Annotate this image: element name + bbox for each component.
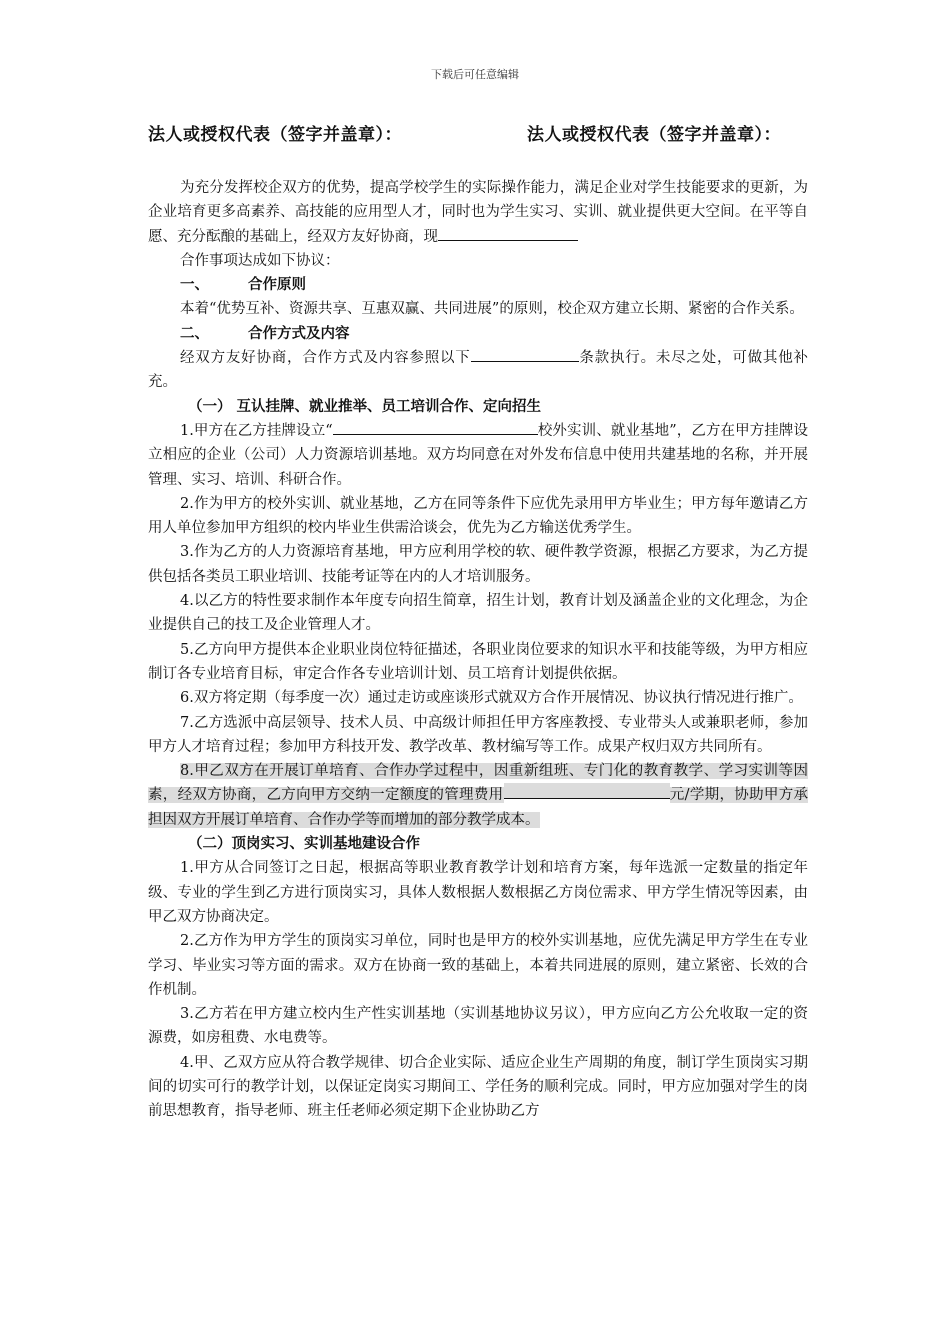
section-paragraph: 本着“优势互补、资源共享、互惠双赢、共同进展”的原则，校企双方建立长期、紧密的合作关系。	[180, 301, 804, 318]
blank-line	[333, 419, 538, 435]
intro-tail: 合作事项达成如下协议：	[180, 252, 340, 269]
subsection-heading: （一） 互认挂牌、就业推举、员工培训合作、定向招生	[188, 397, 542, 415]
clause: 2.乙方作为甲方学生的顶岗实习单位，同时也是甲方的校外实训基地，应优先满足甲方学生在专业学习、毕业实习等方面的需求。双方在协商一致的基础上，本着共同进展的原则，建立紧密、长效的合作机制。	[148, 933, 808, 998]
clause: 6.双方将定期（每季度一次）通过走访或座谈形式就双方合作开展情况、协议执行情况进行推广。	[180, 690, 803, 707]
header-note: 下载后可任意编辑	[431, 68, 519, 81]
blank-line	[504, 783, 670, 799]
text-segment: 1.甲方在乙方挂牌设立“	[180, 422, 333, 439]
text-segment: 校外实训、就业基地”，乙方在甲方挂牌设立相应的企业（公司）人力资源培训基地。双方均同意在对外发布信息中使用共建基地的名称，并开展管理、实习、培训、科研合作。	[148, 422, 808, 488]
text-segment: 经双方友好协商，合作方式及内容参照以下	[180, 350, 471, 367]
clause: 4.甲、乙双方应从符合教学规律、切合企业实际、适应企业生产周期的角度，制订学生顶岗实习期间的切实可行的教学计划，以保证定岗实习期间工、学任务的顺利完成。同时，甲方应加强对学生的岗前思想教育，指导老师、班主任老师必须定期下企业协助乙方	[148, 1054, 808, 1120]
agreement-body	[148, 176, 808, 1124]
section-title: 合作方式及内容	[248, 324, 350, 342]
subsection-heading: （二）顶岗实习、实训基地建设合作	[188, 835, 420, 853]
intro-paragraph	[148, 176, 808, 249]
text-segment: 条款执行。未尽之处，可做其他补充。	[148, 350, 809, 391]
clause: 4.以乙方的特性要求制作本年度专向招生简章，招生计划，教育计划及涵盖企业的文化理念，为企业提供自己的技工及企业管理人才。	[148, 593, 808, 634]
highlighted-text: 8.甲乙双方在开展订单培育、合作办学过程中，因重新组班、专门化的教育教学、学习实训等因素，经双方协商，乙方向甲方交纳一定额度的管理费用	[148, 763, 808, 804]
section-number: 一、	[180, 276, 209, 294]
clause-highlighted	[148, 759, 808, 832]
clause: 5.乙方向甲方提供本企业职业岗位特征描述，各职业岗位要求的知识水平和技能等级，为甲方相应制订各专业培育目标，审定合作各专业培训计划、员工培育计划提供依据。	[148, 641, 808, 682]
clause: 2.作为甲方的校外实训、就业基地，乙方在同等条件下应优先录用甲方毕业生；甲方每年邀请乙方用人单位参加甲方组织的校内毕业生供需洽谈会，优先为乙方输送优秀学生。	[148, 495, 808, 537]
section-heading	[148, 273, 808, 297]
section-title: 合作原则	[248, 276, 306, 294]
blank-line	[438, 225, 578, 241]
blank-line	[471, 346, 579, 362]
highlighted-text: 元/学期，协助甲方承担因双方开展订单培育、合作办学等而增加的部分教学成本。	[148, 787, 809, 828]
clause	[148, 419, 808, 492]
signature-label-left: 法人或授权代表（签字并盖章）：	[148, 125, 402, 145]
clause: 7.乙方选派中高层领导、技术人员、中高级计师担任甲方客座教授、专业带头人或兼职老师，参加甲方人才培育过程；参加甲方科技开发、教学改革、教材编写等工作。成果产权归双方共同所有。	[148, 714, 808, 755]
section-heading	[148, 322, 808, 346]
signature-label-right: 法人或授权代表（签字并盖章）：	[527, 125, 781, 145]
clause: 1.甲方从合同签订之日起，根据高等职业教育教学计划和培育方案，每年选派一定数量的指定年级、专业的学生到乙方进行顶岗实习，具体人数根据人数根据乙方岗位需求、甲方学生情况等因素，由甲乙双方协商决定。	[148, 860, 808, 925]
section-paragraph	[148, 346, 808, 395]
intro-text: 为充分发挥校企双方的优势，提高学校学生的实际操作能力，满足企业对学生技能要求的更新，为企业培育更多高素养、高技能的应用型人才，同时也为学生实习、实训、就业提供更大空间。在平等自愿、充分酝酿的基础上，经双方友好协商，现	[148, 180, 808, 245]
clause: 3.作为乙方的人力资源培育基地，甲方应利用学校的软、硬件教学资源，根据乙方要求，为乙方提供包括各类员工职业培训、技能考证等在内的人才培训服务。	[148, 544, 808, 585]
clause: 3.乙方若在甲方建立校内生产性实训基地（实训基地协议另议），甲方应向乙方公允收取一定的资源费，如房租费、水电费等。	[148, 1006, 808, 1047]
section-number: 二、	[180, 324, 209, 342]
